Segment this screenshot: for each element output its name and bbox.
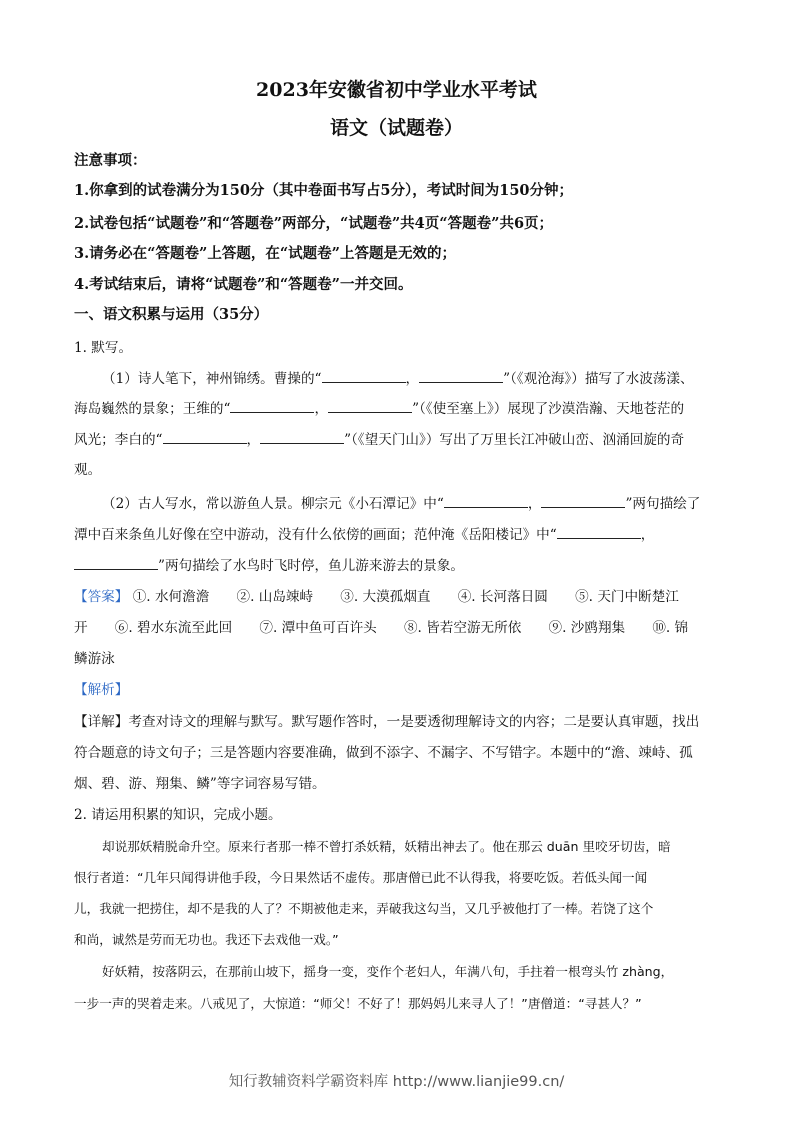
passage-line-5: 好妖精，按落阴云，在那前山坡下，摇身一变，变作个老妇人，年满八旬，手拄着一根弯头竹 zhàng， <box>102 964 674 979</box>
q1-part1-line4: 观。 <box>74 462 102 478</box>
passage-line-1: 却说那妖精脱命升空。原来行者那一棒不曾打杀妖精，妖精出神去了。他在那云 duān 里咬牙切齿，暗 <box>102 839 671 854</box>
answer-blank <box>419 370 503 383</box>
passage-line-3: 儿，我就一把捞住，却不是我的人了？不期被他走来，弄破我这勾当，又几乎被他打了一棒。若饶了这个 <box>74 901 654 916</box>
q1-part2-line1: （2）古人写水，常以游鱼人景。柳宗元《小石潭记》中“ ， ”两句描绘了 <box>102 496 701 512</box>
detail-tag: 【详解】 <box>74 714 129 730</box>
answer-line-2: 开 ⑥. 碧水东流至此回 ⑦. 潭中鱼可百许头 ⑧. 皆若空游无所依 ⑨. 沙鸥翔集 ⑩. 锦 <box>74 620 689 636</box>
passage-line-6: 一步一声的哭着走来。八戒见了，大惊道：“师父！不好了！那妈妈儿来寻人了！”唐僧道：“寻甚人？” <box>74 996 642 1011</box>
answer-blank <box>557 526 641 539</box>
answer-line-3: 鳞游泳 <box>74 651 115 667</box>
q1-part1-line3: 风光；李白的“ ， ”（《望天门山》）写出了万里长江冲破山峦、汹涌回旋的奇 <box>74 432 685 448</box>
q1-part2-line2: 潭中百来条鱼儿好像在空中游动，没有什么依傍的画面；范仲淹《岳阳楼记》中“ ， <box>74 527 655 543</box>
detail-line-3: 烟、碧、游、翔集、鳞”等字词容易写错。 <box>74 776 326 792</box>
question-1-stem: 1. 默写。 <box>74 340 133 356</box>
passage-line-2: 恨行者道：“几年只闻得讲他手段，今日果然话不虚传。那唐僧已此不认得我，将要吃饭。若低头闻一闻 <box>74 870 648 885</box>
exam-subtitle: 语文（试题卷） <box>329 117 463 139</box>
answer-line-1: 【答案】 ①. 水何澹澹 ②. 山岛竦峙 ③. 大漠孤烟直 ④. 长河落日圆 ⑤. 天门中断楚江 <box>74 589 679 605</box>
footer-watermark: 知行教辅资料学霸资料库 http://www.lianjie99.cn/ <box>228 1074 565 1090</box>
q1-part2-line3: ”两句描绘了水鸟时飞时停，鱼儿游来游去的景象。 <box>74 557 722 575</box>
notice-heading: 注意事项： <box>74 152 147 169</box>
notice-1: 1.你拿到的试卷满分为150分（其中卷面书写占5分），考试时间为150分钟； <box>74 182 574 199</box>
q1-part1-line1: （1）诗人笔下，神州锦绣。曹操的“ ， ”（《观沧海》）描写了水波荡漾、 <box>102 371 694 387</box>
detail-line-2: 符合题意的诗文句子；三是答题内容要准确，做到不添字、不漏字、不写错字。本题中的“澹、竦峙、孤 <box>74 745 693 761</box>
answer-tag: 【答案】 <box>74 589 129 605</box>
answer-blank <box>541 495 625 508</box>
answer-blank <box>230 400 314 413</box>
question-2-stem: 2. 请运用积累的知识，完成小题。 <box>74 807 282 823</box>
answer-blank <box>74 557 158 570</box>
notice-4: 4.考试结束后，请将“试题卷”和“答题卷”一并交回。 <box>74 276 413 293</box>
notice-2: 2.试卷包括“试题卷”和“答题卷”两部分，“试题卷”共4页“答题卷”共6页； <box>74 215 554 232</box>
answer-blank <box>260 431 344 444</box>
q1-part1-line2: 海岛巍然的景象；王维的“ ， ”（《使至塞上》）展现了沙漠浩瀚、天地苍茫的 <box>74 401 685 417</box>
answer-blank <box>328 400 412 413</box>
detail-line-1: 【详解】考查对诗文的理解与默写。默写题作答时，一是要透彻理解诗文的内容；二是要认真审题，找出 <box>74 714 700 730</box>
passage-line-4: 和尚，诚然是劳而无功也。我还下去戏他一戏。” <box>74 932 339 947</box>
answer-blank <box>322 370 406 383</box>
section-heading: 一、语文积累与运用（35分） <box>74 306 269 323</box>
notice-3: 3.请务必在“答题卷”上答题，在“试题卷”上答题是无效的； <box>74 245 456 262</box>
answer-blank <box>444 495 528 508</box>
analysis-tag: 【解析】 <box>74 682 129 698</box>
answer-blank <box>163 431 247 444</box>
exam-title: 2023年安徽省初中学业水平考试 <box>256 79 537 101</box>
